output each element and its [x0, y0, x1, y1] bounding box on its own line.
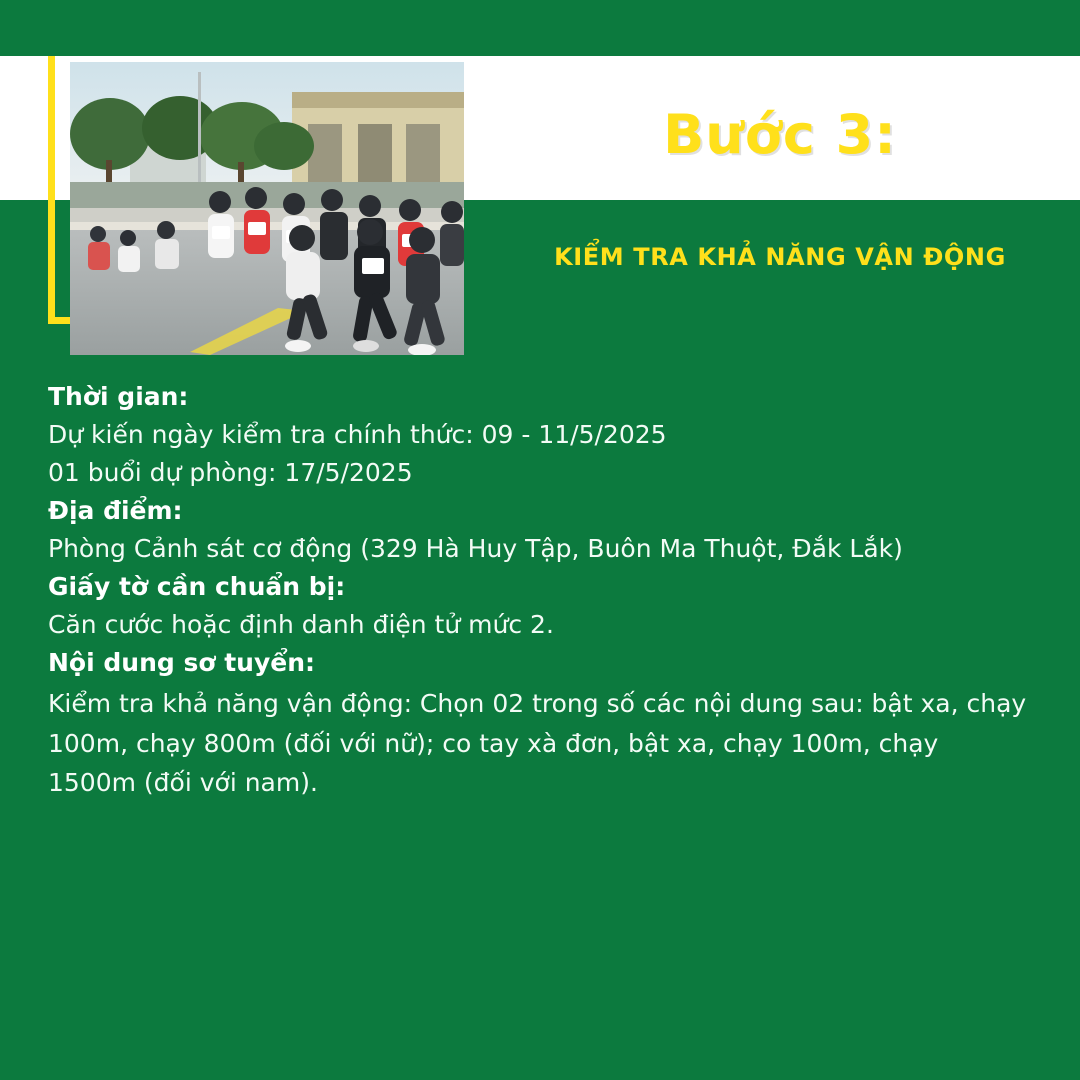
photo-athletes-running: [70, 62, 464, 355]
screening-value: Kiểm tra khả năng vận động: Chọn 02 trong số các nội dung sau: bật xa, chạy 100m, chạy 800m (đối với nữ); co tay xà đơn, bật xa, chạy 100m, chạy 1500m (đối với nam).: [48, 689, 1027, 797]
screening-content-block: [48, 644, 1038, 803]
place-label: Địa điểm:: [48, 496, 183, 525]
step-subtitle: KIỂM TRA KHẢ NĂNG VẬN ĐỘNG: [554, 243, 1006, 271]
screening-label: Nội dung sơ tuyển:: [48, 648, 316, 677]
place-value: Phòng Cảnh sát cơ động (329 Hà Huy Tập, Buôn Ma Thuột, Đắk Lắk): [48, 534, 903, 563]
step-title: Bước 3:: [663, 103, 897, 166]
documents-value: Căn cước hoặc định danh điện tử mức 2.: [48, 610, 554, 639]
documents-label: Giấy tờ cần chuẩn bị:: [48, 572, 346, 601]
photo-illustration: [70, 62, 464, 355]
documents-block: [48, 568, 1038, 644]
time-label: Thời gian:: [48, 382, 189, 411]
time-line-2: 01 buổi dự phòng: 17/5/2025: [48, 458, 413, 487]
place-block: [48, 492, 1038, 568]
content-body: [48, 378, 1038, 803]
header-band: [0, 0, 1080, 56]
time-block: [48, 378, 1038, 492]
time-line-1: Dự kiến ngày kiểm tra chính thức: 09 - 11/5/2025: [48, 420, 667, 449]
